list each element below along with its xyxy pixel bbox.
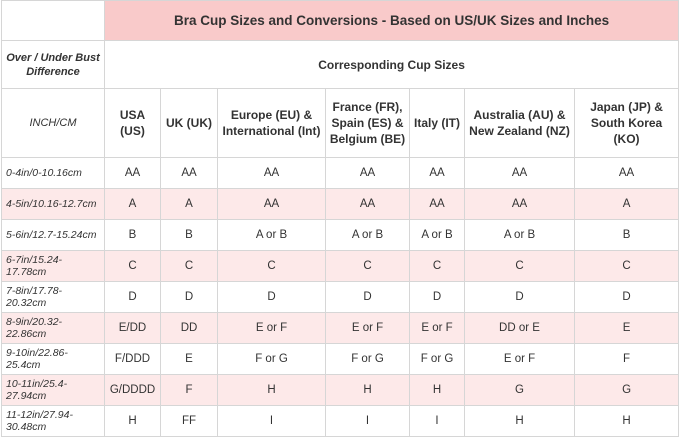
cell-jp: E xyxy=(575,313,679,344)
cell-it: E or F xyxy=(410,313,465,344)
cell-us: AA xyxy=(105,158,161,189)
cell-eu: E or F xyxy=(218,313,326,344)
cell-jp: B xyxy=(575,220,679,251)
cell-au: AA xyxy=(465,189,575,220)
cell-it: AA xyxy=(410,158,465,189)
cell-us: E/DD xyxy=(105,313,161,344)
column-header-fr: France (FR), Spain (ES) & Belgium (BE) xyxy=(326,89,410,158)
cell-inch-cm: 11-12in/27.94-30.48cm xyxy=(2,406,105,437)
table-row xyxy=(2,313,679,344)
column-header-us: USA (US) xyxy=(105,89,161,158)
cell-uk: F xyxy=(161,375,218,406)
cell-au: C xyxy=(465,251,575,282)
cell-inch-cm: 4-5in/10.16-12.7cm xyxy=(2,189,105,220)
corner-cell xyxy=(2,1,105,41)
cell-it: A or B xyxy=(410,220,465,251)
cell-eu: AA xyxy=(218,189,326,220)
cell-us: C xyxy=(105,251,161,282)
cell-uk: B xyxy=(161,220,218,251)
cell-jp: D xyxy=(575,282,679,313)
cell-us: D xyxy=(105,282,161,313)
cell-it: D xyxy=(410,282,465,313)
cell-us: H xyxy=(105,406,161,437)
cell-us: F/DDD xyxy=(105,344,161,375)
column-header-uk: UK (UK) xyxy=(161,89,218,158)
cell-fr: A or B xyxy=(326,220,410,251)
cell-eu: C xyxy=(218,251,326,282)
cell-eu: AA xyxy=(218,158,326,189)
column-header-jp: Japan (JP) & South Korea (KO) xyxy=(575,89,679,158)
cell-eu: I xyxy=(218,406,326,437)
cell-inch-cm: 8-9in/20.32-22.86cm xyxy=(2,313,105,344)
cell-inch-cm: 6-7in/15.24-17.78cm xyxy=(2,251,105,282)
cell-us: G/DDDD xyxy=(105,375,161,406)
table-row xyxy=(2,220,679,251)
cell-jp: AA xyxy=(575,158,679,189)
cell-it: AA xyxy=(410,189,465,220)
cell-fr: D xyxy=(326,282,410,313)
cell-uk: AA xyxy=(161,158,218,189)
cell-eu: A or B xyxy=(218,220,326,251)
column-header-au: Australia (AU) & New Zealand (NZ) xyxy=(465,89,575,158)
table-row xyxy=(2,251,679,282)
cell-eu: H xyxy=(218,375,326,406)
cell-inch-cm: 5-6in/12.7-15.24cm xyxy=(2,220,105,251)
subheader-row xyxy=(2,41,679,89)
cell-inch-cm: 9-10in/22.86-25.4cm xyxy=(2,344,105,375)
column-header-it: Italy (IT) xyxy=(410,89,465,158)
cell-uk: C xyxy=(161,251,218,282)
cell-au: AA xyxy=(465,158,575,189)
cell-fr: E or F xyxy=(326,313,410,344)
cell-fr: AA xyxy=(326,158,410,189)
cell-eu: F or G xyxy=(218,344,326,375)
cell-us: B xyxy=(105,220,161,251)
cell-inch-cm: 0-4in/0-10.16cm xyxy=(2,158,105,189)
cell-uk: DD xyxy=(161,313,218,344)
cell-fr: AA xyxy=(326,189,410,220)
cell-inch-cm: 10-11in/25.4-27.94cm xyxy=(2,375,105,406)
column-header-row xyxy=(2,89,679,158)
cell-uk: E xyxy=(161,344,218,375)
cell-au: D xyxy=(465,282,575,313)
cell-fr: I xyxy=(326,406,410,437)
table-row xyxy=(2,375,679,406)
cell-it: C xyxy=(410,251,465,282)
cell-uk: FF xyxy=(161,406,218,437)
cell-uk: A xyxy=(161,189,218,220)
cell-jp: A xyxy=(575,189,679,220)
table-row xyxy=(2,406,679,437)
cell-au: A or B xyxy=(465,220,575,251)
column-header-eu: Europe (EU) & International (Int) xyxy=(218,89,326,158)
cell-jp: G xyxy=(575,375,679,406)
cell-jp: H xyxy=(575,406,679,437)
cell-it: I xyxy=(410,406,465,437)
cell-fr: C xyxy=(326,251,410,282)
title-row xyxy=(2,1,679,41)
table-row xyxy=(2,158,679,189)
cell-au: DD or E xyxy=(465,313,575,344)
cell-us: A xyxy=(105,189,161,220)
cell-inch-cm: 7-8in/17.78-20.32cm xyxy=(2,282,105,313)
cell-au: G xyxy=(465,375,575,406)
bra-size-table xyxy=(1,0,679,437)
cell-eu: D xyxy=(218,282,326,313)
cell-au: H xyxy=(465,406,575,437)
column-header-inch: INCH/CM xyxy=(2,89,105,158)
cell-it: F or G xyxy=(410,344,465,375)
table-row xyxy=(2,189,679,220)
table-title: Bra Cup Sizes and Conversions - Based on US/UK Sizes and Inches xyxy=(105,1,679,41)
cell-uk: D xyxy=(161,282,218,313)
corresponding-label: Corresponding Cup Sizes xyxy=(105,41,679,89)
over-under-label: Over / Under Bust Difference xyxy=(2,41,105,89)
cell-jp: F xyxy=(575,344,679,375)
table-row xyxy=(2,282,679,313)
table-row xyxy=(2,344,679,375)
cell-jp: C xyxy=(575,251,679,282)
cell-au: E or F xyxy=(465,344,575,375)
cell-fr: F or G xyxy=(326,344,410,375)
cell-fr: H xyxy=(326,375,410,406)
table-body xyxy=(2,158,679,437)
cell-it: H xyxy=(410,375,465,406)
